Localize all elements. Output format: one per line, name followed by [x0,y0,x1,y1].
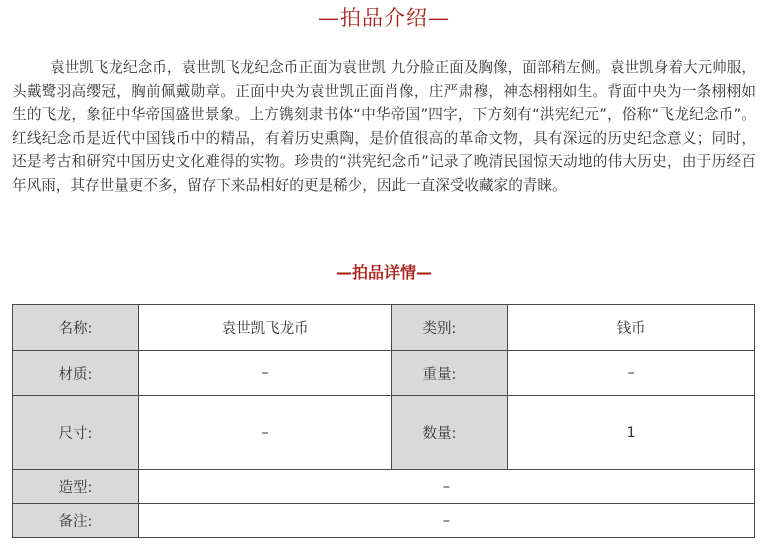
notes-label: 备注: [13,504,139,538]
material-value: – [138,351,392,396]
table-row [13,470,755,504]
size-label: 尺寸: [13,396,139,470]
lot-details-table [12,304,755,538]
weight-label: 重量: [392,351,508,396]
page-title: —拍品介绍— [318,6,450,30]
name-label: 名称: [13,305,139,351]
material-label: 材质: [13,351,139,396]
quantity-label: 数量: [392,396,508,470]
weight-value: – [508,351,755,396]
table-row [13,351,755,396]
table-row [13,504,755,538]
shape-label: 造型: [13,470,139,504]
quantity-value: 1 [508,396,755,470]
size-value: – [138,396,392,470]
table-row [13,305,755,351]
details-section-title: —拍品详情— [335,263,432,282]
category-label: 类别: [392,305,508,351]
notes-value: – [138,504,754,538]
table-row [13,396,755,470]
name-value: 袁世凯飞龙币 [138,305,392,351]
shape-value: – [138,470,754,504]
category-value: 钱币 [508,305,755,351]
lot-introduction: 袁世凯飞龙纪念币，袁世凯飞龙纪念币正面为袁世凯 九分脸正面及胸像，面部稍左侧。袁世凯身着大元帅服，头戴鹭羽高缨冠，胸前佩戴勋章。正面中央为袁世凯正面肖像，庄严肃穆，神态栩栩如生。背面中央为一条栩栩如生的飞龙，象征中华帝国盛世景象。上方镌刻隶书体“中华帝国”四字，下方刻有“洪宪纪元”，俗称“飞龙纪念币”。红线纪念币是近代中国钱币中的精品，有着历史熏陶，是价值很高的革命文物，具有深远的历史纪念意义；同时，还是考古和研究中国历史文化难得的实物。珍贵的“洪宪纪念币”记录了晚清民国惊天动地的伟大历史，由于历经百年风雨，其存世量更不多，留存下来品相好的更是稀少，因此一直深受收藏家的青睐。 [12,59,756,194]
